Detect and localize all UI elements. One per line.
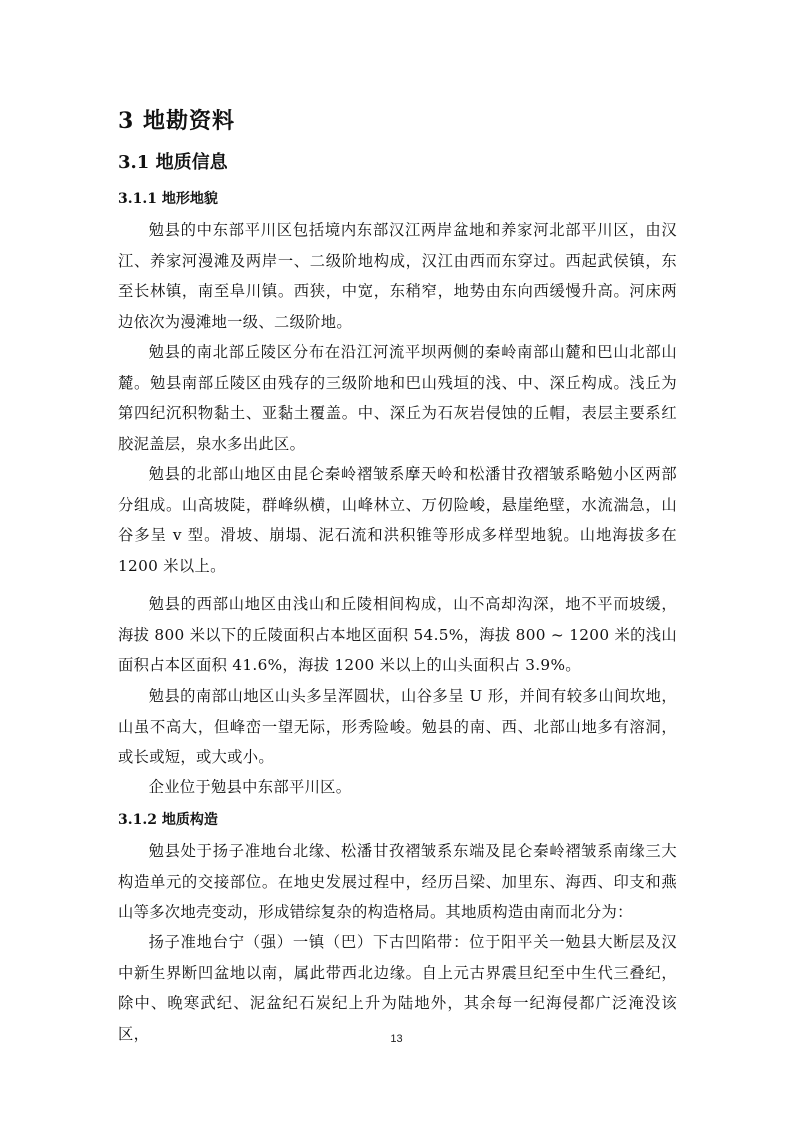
paragraph-tectonic-setting: 勉县处于扬子准地台北缘、松潘甘孜褶皱系东端及昆仑秦岭褶皱系南缘三大构造单元的交接部位。在地史发展过程中，经历吕梁、加里东、海西、印支和燕山等多次地壳变动，形成错综复杂的构造格局。其地质构造由南而北分为：	[118, 842, 677, 921]
section-heading: 3.1 地质信息	[118, 152, 228, 173]
subsection-heading-terrain: 3.1.1 地形地貌	[118, 191, 218, 207]
paragraph-central-eastern-plain: 勉县的中东部平川区包括境内东部汉江两岸盆地和养家河北部平川区，由汉江、养家河漫滩及两岸一、二级阶地构成，汉江由西而东穿过。西起武侯镇，东至长林镇，南至阜川镇。西狭，中宽，东稍窄，地势由东向西缓慢升高。河床两边依次为漫滩地一级、二级阶地。	[118, 221, 677, 331]
subsection-heading-geology: 3.1.2 地质构造	[118, 812, 218, 828]
chapter-heading: 3 地勘资料	[118, 108, 235, 134]
paragraph-yangtze-platform: 扬子准地台宁（强）一镇（巴）下古凹陷带：位于阳平关一勉县大断层及汉中新生界断凹盆地以南，属此带西北边缘。自上元古界震旦纪至中生代三叠纪，除中、晚寒武纪、泥盆纪石炭纪上升为陆地外，其余每一纪海侵都广泛淹没该区，	[118, 933, 677, 1043]
paragraph-western-mountain: 勉县的西部山地区由浅山和丘陵相间构成，山不高却沟深，地不平而坡缓，海拔 800 米以下的丘陵面积占本地区面积 54.5%，海拔 800 ~ 1200 米的浅山面积占本区面积 41.6%，海拔 1200 米以上的山头面积占 3.9%。	[118, 595, 677, 674]
paragraph-hilly-area: 勉县的南北部丘陵区分布在沿江河流平坝两侧的秦岭南部山麓和巴山北部山麓。勉县南部丘陵区由残存的三级阶地和巴山残垣的浅、中、深丘构成。浅丘为第四纪沉积物黏土、亚黏土覆盖。中、深丘为石灰岩侵蚀的丘帽，表层主要系红胶泥盖层，泉水多出此区。	[118, 343, 677, 453]
paragraph-southern-mountain: 勉县的南部山地区山头多呈浑圆状，山谷多呈 U 形，并间有较多山间坎地，山虽不高大，但峰峦一望无际，形秀险峻。勉县的南、西、北部山地多有溶洞，或长或短，或大或小。	[118, 687, 677, 766]
paragraph-northern-mountain: 勉县的北部山地区由昆仑秦岭褶皱系摩天岭和松潘甘孜褶皱系略勉小区两部分组成。山高坡陡，群峰纵横，山峰林立、万仞险峻，悬崖绝壁，水流湍急，山谷多呈 v 型。滑坡、崩塌、泥石流和洪积锥等形成多样型地貌。山地海拔多在 1200 米以上。	[118, 465, 677, 575]
page-number: 13	[390, 1033, 403, 1045]
paragraph-enterprise-location: 企业位于勉县中东部平川区。	[148, 778, 352, 796]
